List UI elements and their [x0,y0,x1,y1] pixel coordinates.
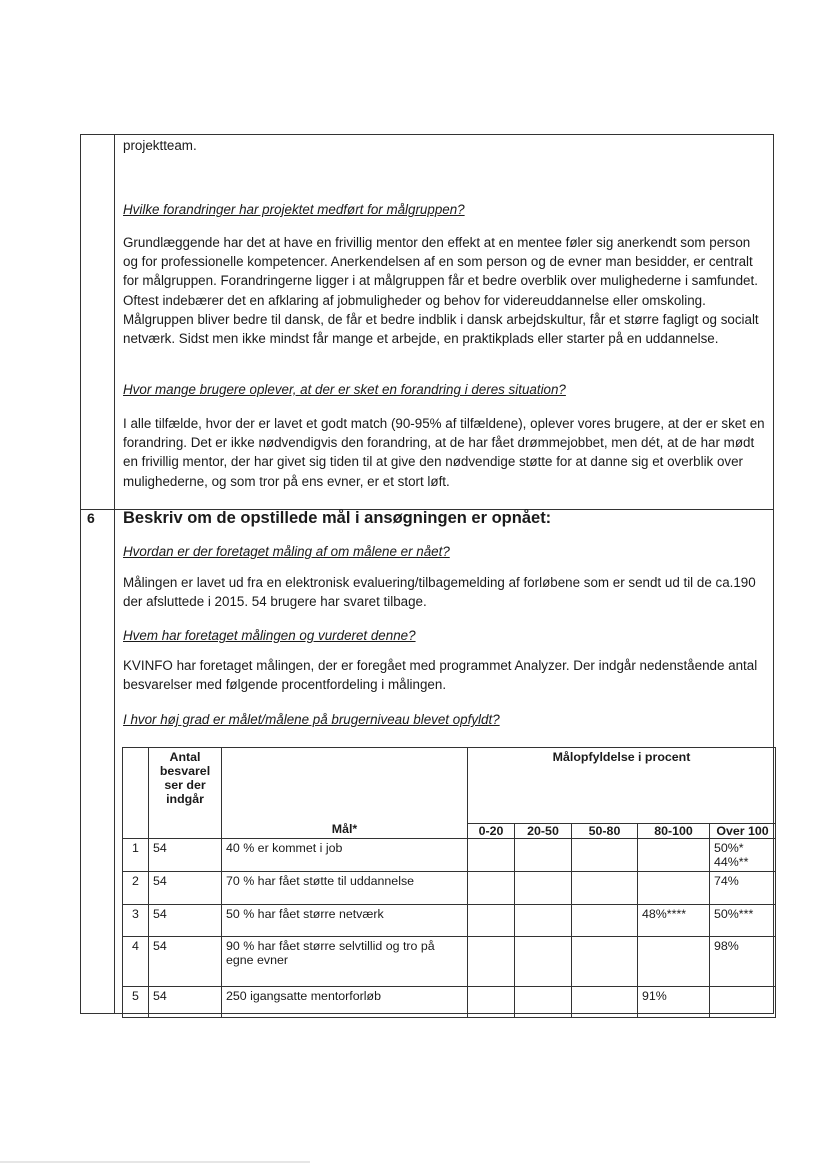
row-bin-80-100 [638,872,710,905]
row-number: 1 [123,839,149,872]
row-antal: 54 [149,987,222,1018]
row-bin-20-50 [515,872,572,905]
answer-who-measured: KVINFO har foretaget målingen, der er foregået med programmet Analyzer. Der indgår nedenstående antal besvarelser med følgende procentfordeling i målingen. [123,658,758,693]
question-how-many: Hvor mange brugere oplever, at der er sket en forandring i deres situation? [123,382,566,397]
row-bin-50-80 [572,839,638,872]
header-antal: Antal besvarel ser der indgår [149,748,222,839]
row-number: 2 [123,872,149,905]
row-bin-50-80 [572,987,638,1018]
question-goal-fulfilment: I hvor høj grad er målet/målene på brugerniveau blevet opfyldt? [123,712,500,727]
row-bin-80-100: 48%**** [638,905,710,937]
row-bin-over-100: 50%* 44%** [710,839,776,872]
row-bin-over-100: 98% [710,937,776,987]
bin-header: 20-50 [515,824,572,839]
question-changes: Hvilke forandringer har projektet medført for målgruppen? [123,202,465,217]
scan-edge-line [0,1161,310,1163]
section-number: 6 [87,510,95,526]
goal-table [122,747,776,1018]
row-maal: 90 % har fået større selvtillid og tro på egne evner [222,937,468,987]
row-number: 4 [123,937,149,987]
row-maal: 250 igangsatte mentorforløb [222,987,468,1018]
question-measurement: Hvordan er der foretaget måling af om målene er nået? [123,544,450,559]
row-bin-0-20 [468,872,515,905]
table-row [123,839,776,872]
row-bin-50-80 [572,905,638,937]
row-antal: 54 [149,872,222,905]
table-corner-cell [123,748,149,839]
table-row [123,905,776,937]
table-row [123,937,776,987]
answer-changes: Grundlæggende har det at have en frivillig mentor den effekt at en mentee føler sig anerkendt som person og for professionelle kompetencer. Anerkendelsen af en som person og de evner man besidder, er centralt for målgruppen. Forandringerne ligger i at målgruppen får et bedre overblik over mulighederne i samfundet. Oftest indebærer det en afklaring af jobmuligheder og behov for videreuddannelse eller omskoling. Målgruppen bliver bedre til dansk, de får et bedre indblik i dansk arbejdskultur, får et større fagligt og socialt netværk. Sidst men ikke mindst får mange et arbejde, en praktikplads eller starter på en uddannelse. [123,235,759,347]
row-bin-0-20 [468,839,515,872]
row-bin-over-100 [710,987,776,1018]
row-number: 5 [123,987,149,1018]
row-bin-0-20 [468,937,515,987]
row-bin-20-50 [515,987,572,1018]
answer-measurement: Målingen er lavet ud fra en elektronisk evaluering/tilbagemelding af forløbene som er sendt ud til de ca.190 der afsluttede i 2015. 54 brugere har svaret tilbage. [123,575,756,610]
row-bin-over-100: 74% [710,872,776,905]
row-maal: 50 % har fået større netværk [222,905,468,937]
row-antal: 54 [149,905,222,937]
row-bin-50-80 [572,872,638,905]
table-row [123,987,776,1018]
row-bin-0-20 [468,905,515,937]
column-divider [114,135,115,1013]
row-maal: 70 % har fået støtte til uddannelse [222,872,468,905]
header-pct: Målopfyldelse i procent [468,748,776,824]
continuation-text: projektteam. [123,138,197,153]
table-row [123,872,776,905]
form-box [80,134,774,1014]
row-bin-0-20 [468,987,515,1018]
row-bin-20-50 [515,937,572,987]
row-bin-20-50 [515,905,572,937]
bin-header: 80-100 [638,824,710,839]
bin-header: 50-80 [572,824,638,839]
bin-header: 0-20 [468,824,515,839]
bin-header: Over 100 [710,824,776,839]
answer-how-many: I alle tilfælde, hvor der er lavet et godt match (90-95% af tilfældene), oplever vores brugere, at der er sket en forandring. Det er ikke nødvendigvis den forandring, at de har fået drømmejobbet, men dét, at de har mødt en frivillig mentor, der har givet sig tiden til at give den nødvendige støtte for at danne sig et overblik over mulighederne, og som tror på ens evner, er et stort løft. [123,416,765,489]
row-bin-50-80 [572,937,638,987]
row-bin-80-100 [638,839,710,872]
row-bin-80-100 [638,937,710,987]
section-heading: Beskriv om de opstillede mål i ansøgningen er opnået: [123,509,552,527]
row-number: 3 [123,905,149,937]
row-bin-over-100: 50%*** [710,905,776,937]
row-bin-80-100: 91% [638,987,710,1018]
row-maal: 40 % er kommet i job [222,839,468,872]
row-antal: 54 [149,937,222,987]
header-maal: Mål* [222,748,468,839]
row-antal: 54 [149,839,222,872]
row-bin-20-50 [515,839,572,872]
question-who-measured: Hvem har foretaget målingen og vurderet denne? [123,628,416,643]
